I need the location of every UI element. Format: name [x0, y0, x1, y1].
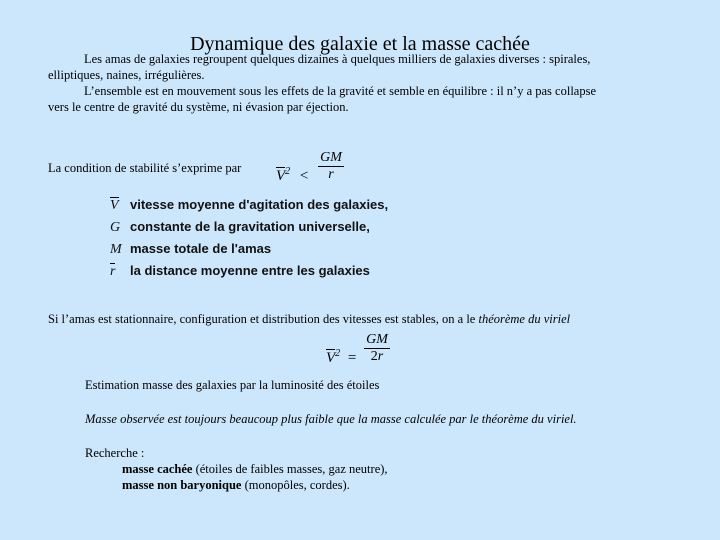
research-item-detail: (étoiles de faibles masses, gaz neutre), [192, 462, 388, 476]
formula-denominator: r [318, 166, 344, 183]
intro-para1-line1: Les amas de galaxies regroupent quelques dizaines à quelques milliers de galaxies diverses : spirales, [84, 52, 591, 66]
legend-item [110, 263, 388, 285]
stability-label: La condition de stabilité s’exprime par [48, 161, 242, 175]
research-item-term: masse non baryonique [122, 478, 242, 492]
virial-numerator: GM [366, 332, 388, 347]
research-section [85, 445, 388, 493]
virial-exp: 2 [335, 347, 341, 359]
intro-para2-line1: L’ensemble est en mouvement sous les effets de la gravité et semble en équilibre : il n’y a pas collapse [84, 84, 596, 98]
legend-symbol: V [110, 198, 119, 213]
observation-text: Masse observée est toujours beaucoup plus faible que la masse calculée par le théorème du viriel. [85, 412, 577, 426]
research-item [85, 461, 388, 477]
virial-sentence: Si l’amas est stationnaire, configuration et distribution des vitesses est stables, on a le [48, 312, 479, 326]
legend-text: vitesse moyenne d'agitation des galaxies, [130, 197, 389, 212]
virial-formula [326, 332, 390, 365]
formula-fraction [318, 150, 344, 183]
estimation-text: Estimation masse des galaxies par la luminosité des étoiles [85, 378, 380, 392]
legend-item [110, 219, 388, 241]
legend-item [110, 241, 388, 263]
virial-theorem: théorème du viriel [478, 312, 571, 326]
virial-operator: = [347, 349, 357, 366]
page-title: Dynamique des galaxie et la masse cachée [190, 33, 530, 55]
virial-fraction [364, 332, 390, 365]
research-label: Recherche : [85, 446, 145, 460]
research-item-detail: (monopôles, cordes). [241, 478, 350, 492]
legend-text: la distance moyenne entre les galaxies [130, 263, 370, 278]
virial-v-bar: V [326, 349, 336, 366]
legend-text: masse totale de l'amas [130, 241, 272, 256]
formula-operator: < [299, 167, 309, 184]
symbol-legend [110, 197, 388, 285]
legend-symbol: M [110, 242, 122, 257]
intro-text [48, 51, 698, 115]
research-item-term: masse cachée [122, 462, 193, 476]
legend-symbol: r [110, 264, 116, 279]
intro-para2-line2: vers le centre de gravité du système, ni évasion par éjection. [48, 100, 349, 114]
formula-v-bar: V [276, 167, 286, 184]
stability-formula [276, 150, 344, 183]
research-item [85, 477, 388, 493]
virial-text [48, 311, 570, 327]
legend-item [110, 197, 388, 219]
formula-numerator: GM [320, 150, 342, 165]
intro-para1-line2: elliptiques, naines, irrégulières. [48, 68, 205, 82]
legend-text: constante de la gravitation universelle, [130, 219, 370, 234]
virial-denominator: 2r [364, 348, 390, 365]
legend-symbol: G [110, 220, 121, 235]
formula-exp: 2 [285, 165, 291, 177]
